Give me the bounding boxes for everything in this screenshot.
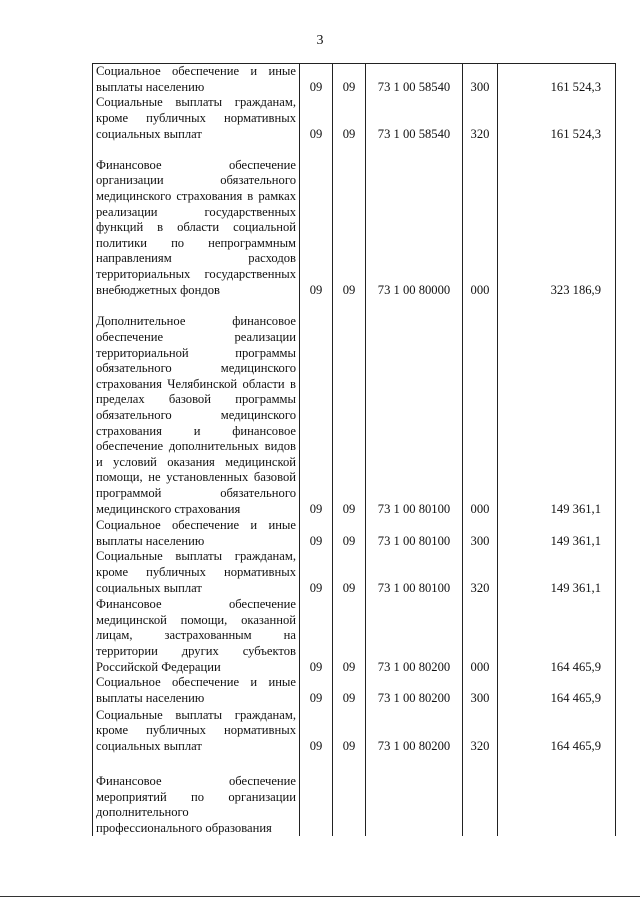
- table-row: [93, 298, 616, 517]
- expense-type-code: 000: [463, 298, 498, 517]
- table-row: [93, 142, 616, 298]
- amount: 161 524,3: [498, 64, 616, 96]
- target-article-code: [366, 754, 463, 836]
- subsection-code: 09: [333, 298, 366, 517]
- subsection-code: 09: [333, 596, 366, 675]
- subsection-code: 09: [333, 675, 366, 706]
- section-code: 09: [300, 596, 333, 675]
- subsection-code: [333, 754, 366, 836]
- target-article-code: 73 1 00 80100: [366, 517, 463, 549]
- amount: 149 361,1: [498, 549, 616, 596]
- expense-type-code: 320: [463, 549, 498, 596]
- amount: [498, 754, 616, 836]
- table-row: [93, 596, 616, 675]
- table-row: [93, 517, 616, 549]
- subsection-code: 09: [333, 95, 366, 142]
- expense-type-code: 000: [463, 596, 498, 675]
- target-article-code: 73 1 00 80000: [366, 142, 463, 298]
- target-article-code: 73 1 00 80200: [366, 706, 463, 754]
- expense-name: Финансовое обеспечение организации обязательного медицинского страхования в рамках реализации государственных функций в области социальной политики по непрограммным направлениям расходов территориальных государственных внебюджетных фондов: [93, 142, 300, 298]
- section-code: 09: [300, 675, 333, 706]
- section-code: 09: [300, 64, 333, 96]
- subsection-code: 09: [333, 706, 366, 754]
- expense-name: Социальные выплаты гражданам, кроме публичных нормативных социальных выплат: [93, 95, 300, 142]
- table-row: [93, 549, 616, 596]
- section-code: 09: [300, 706, 333, 754]
- expense-name: Социальные выплаты гражданам, кроме публичных нормативных социальных выплат: [93, 706, 300, 754]
- page-number: 3: [316, 33, 324, 48]
- budget-table: [92, 63, 616, 836]
- target-article-code: 73 1 00 80100: [366, 298, 463, 517]
- page-bottom-divider: [0, 896, 640, 897]
- amount: 149 361,1: [498, 298, 616, 517]
- expense-type-code: 320: [463, 706, 498, 754]
- target-article-code: 73 1 00 80100: [366, 549, 463, 596]
- section-code: 09: [300, 549, 333, 596]
- expense-name: Социальное обеспечение и иные выплаты населению: [93, 675, 300, 706]
- section-code: 09: [300, 95, 333, 142]
- expense-name: Финансовое обеспечение мероприятий по организации дополнительного профессионального образования: [93, 754, 300, 836]
- table-row: [93, 95, 616, 142]
- subsection-code: 09: [333, 549, 366, 596]
- table-row: [93, 706, 616, 754]
- section-code: 09: [300, 517, 333, 549]
- table-row: [93, 754, 616, 836]
- amount: 323 186,9: [498, 142, 616, 298]
- subsection-code: 09: [333, 517, 366, 549]
- expense-name: Социальное обеспечение и иные выплаты населению: [93, 64, 300, 96]
- section-code: [300, 754, 333, 836]
- expense-name: Социальные выплаты гражданам, кроме публичных нормативных социальных выплат: [93, 549, 300, 596]
- expense-type-code: 300: [463, 64, 498, 96]
- section-code: 09: [300, 298, 333, 517]
- subsection-code: 09: [333, 142, 366, 298]
- section-code: 09: [300, 142, 333, 298]
- amount: 164 465,9: [498, 706, 616, 754]
- amount: 164 465,9: [498, 675, 616, 706]
- amount: 164 465,9: [498, 596, 616, 675]
- amount: 161 524,3: [498, 95, 616, 142]
- expense-type-code: 300: [463, 517, 498, 549]
- expense-type-code: 000: [463, 142, 498, 298]
- expense-name: Социальное обеспечение и иные выплаты населению: [93, 517, 300, 549]
- target-article-code: 73 1 00 58540: [366, 95, 463, 142]
- expense-type-code: [463, 754, 498, 836]
- amount: 149 361,1: [498, 517, 616, 549]
- expense-name: Дополнительное финансовое обеспечение реализации территориальной программы обязательного медицинского страхования Челябинской области в пределах базовой программы обязательного медицинского страхования и финансовое обеспечение дополнительных видов и условий оказания медицинской помощи, не установленных базовой программой обязательного медицинского страхования: [93, 298, 300, 517]
- table-row: [93, 64, 616, 96]
- target-article-code: 73 1 00 58540: [366, 64, 463, 96]
- target-article-code: 73 1 00 80200: [366, 675, 463, 706]
- expense-type-code: 320: [463, 95, 498, 142]
- table-row: [93, 675, 616, 706]
- target-article-code: 73 1 00 80200: [366, 596, 463, 675]
- expense-type-code: 300: [463, 675, 498, 706]
- expense-name: Финансовое обеспечение медицинской помощи, оказанной лицам, застрахованным на территории других субъектов Российской Федерации: [93, 596, 300, 675]
- subsection-code: 09: [333, 64, 366, 96]
